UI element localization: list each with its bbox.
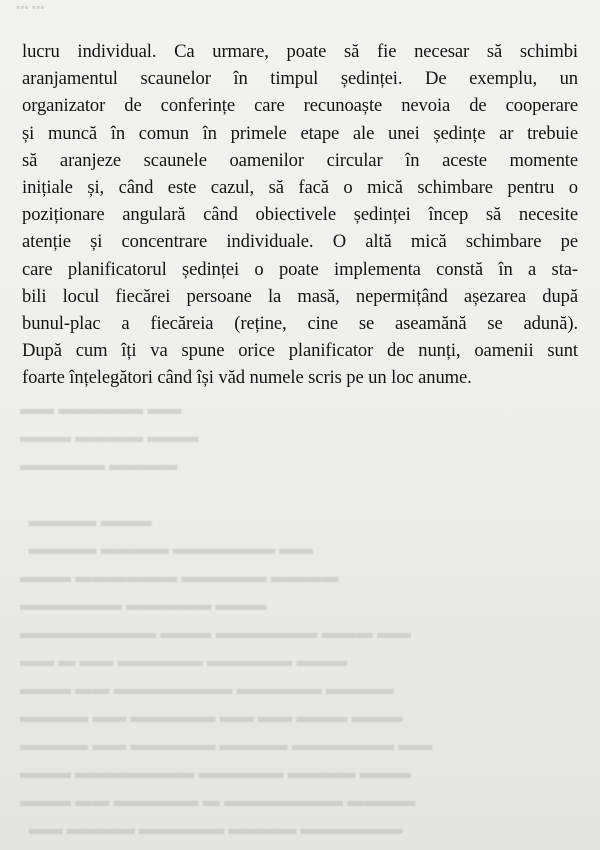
text-line: lucru individual. Ca urmare, poate să fie necesar să schimbi [22, 41, 578, 62]
text-line: foarte înțelegători când își văd numele scris pe un loc anume. [22, 367, 472, 389]
reverse-page-bleed-through: ▬▬ ▬▬▬▬▬ ▬▬ ▬▬▬ ▬▬▬▬ ▬▬▬ ▬▬▬▬▬ ▬▬▬▬ ▬▬▬▬ ▬▬▬ ▬▬▬▬ ▬▬▬▬ ▬▬▬▬▬▬ ▬▬ ▬▬▬ ▬▬▬▬▬▬ ▬▬▬▬▬ ▬▬▬▬ ▬▬▬▬▬▬ ▬▬▬▬▬ ▬▬▬ ▬▬▬▬▬▬▬▬ ▬▬▬ ▬▬▬▬▬▬ ▬▬▬ ▬▬ ▬▬ ▬ ▬▬ ▬▬▬▬▬ ▬▬▬▬▬ ▬▬▬ ▬▬▬ ▬▬ ▬▬▬▬▬▬▬ ▬▬▬▬▬ ▬▬▬▬ ▬▬▬▬ ▬▬ ▬▬▬▬▬ ▬▬ ▬▬ ▬▬▬ ▬▬▬ ▬▬▬▬ ▬▬ ▬▬▬▬▬ ▬▬▬▬ ▬▬▬▬▬▬ ▬▬ ▬▬▬ ▬▬▬▬▬▬▬ ▬▬▬▬▬ ▬▬▬▬ ▬▬▬ ▬▬▬ ▬▬ ▬▬▬▬▬ ▬ ▬▬▬▬▬▬▬ ▬▬▬▬ ▬▬ ▬▬▬▬ ▬▬▬▬▬ ▬▬▬▬ ▬▬▬▬▬▬ [20, 399, 433, 838]
text-line: bili locul fiecărei persoane la masă, nepermițând așezarea după [22, 285, 578, 307]
body-paragraph [22, 38, 578, 391]
text-line: și muncă în comun în primele etape ale unei ședințe ar trebuie [22, 122, 578, 144]
text-line: După cum îți va spune orice planificator de nunți, oamenii sunt [22, 340, 578, 362]
text-line: bunul-plac a fiecăreia (reține, cine se aseamănă se adună). [22, 312, 578, 334]
text-line: care planificatorul ședinței o poate implementa constă în a sta- [22, 258, 578, 280]
text-line: organizator de conferințe care recunoaște nevoia de cooperare [22, 95, 578, 117]
text-line: poziționare angulară când obiectivele ședinței încep să necesite [22, 204, 578, 226]
text-line: atenție și concentrare individuale. O altă mică schimbare pe [22, 231, 578, 253]
text-line: să aranjeze scaunele oamenilor circular în aceste momente [22, 149, 578, 171]
text-line: aranjamentul scaunelor în timpul ședinței. De exemplu, un [22, 68, 578, 90]
text-line: inițiale și, când este cazul, să facă o mică schimbare pentru o [22, 176, 578, 198]
bleed-through-mark: ▪▪▪ ▪▪▪ [16, 0, 45, 14]
